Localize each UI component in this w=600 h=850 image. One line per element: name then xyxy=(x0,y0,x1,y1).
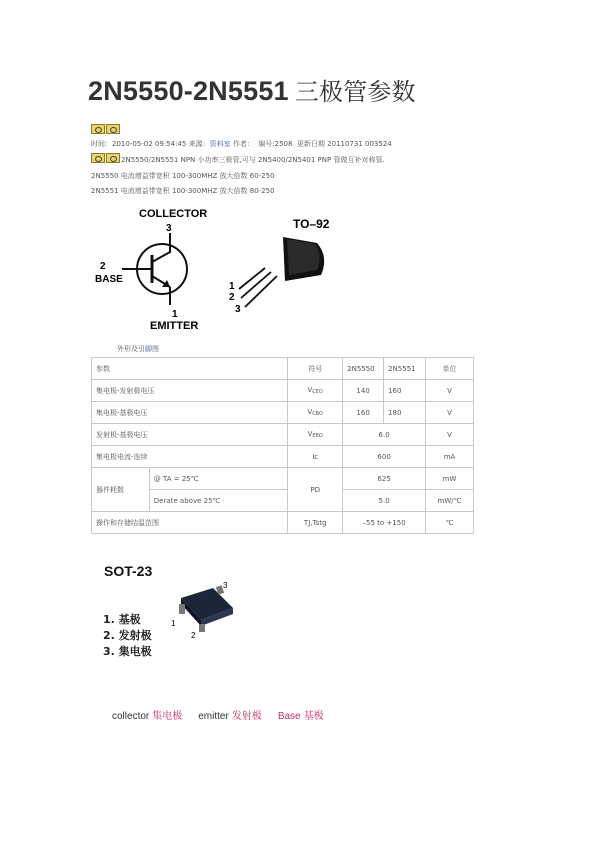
header-2n5551: 2N5551 xyxy=(384,358,426,380)
cell-unit: V xyxy=(426,402,474,424)
table-row xyxy=(92,380,474,402)
sot23-chip-diagram xyxy=(165,578,245,638)
cell-symbol: TJ,Tstg xyxy=(288,512,343,534)
page-title xyxy=(88,72,416,107)
chip-pin3: 3 xyxy=(223,581,228,590)
title-part-number: 2N5550-2N5551 xyxy=(88,76,289,106)
to92-label: TO–92 xyxy=(293,217,330,231)
pin2-label: 2 xyxy=(100,261,106,272)
emitter-label: EMITTER xyxy=(150,320,199,332)
cell-value: 625 xyxy=(343,468,426,490)
meta-line xyxy=(91,139,392,149)
sot23-pin-item: 2. 发射极 xyxy=(103,629,152,642)
table-row xyxy=(92,490,474,512)
sot23-pin-item: 1. 基极 xyxy=(103,613,141,626)
cell-condition: @ TA = 25℃ xyxy=(149,468,287,490)
legend-emitter-en: emitter xyxy=(198,711,229,722)
caption-link[interactable]: 引脚 xyxy=(138,345,152,353)
cell-symbol: $V_{EBO}$ xyxy=(288,424,343,446)
badge-icon xyxy=(106,153,120,163)
cell-unit: V xyxy=(426,424,474,446)
source-link[interactable]: 资料室 xyxy=(209,140,231,148)
badge-row-2 xyxy=(91,153,120,163)
time-label: 时间： xyxy=(91,140,112,148)
cell-2n5550: 160 xyxy=(343,402,384,424)
sot23-label: SOT-23 xyxy=(104,563,153,579)
cell-param: 发射极-基极电压 xyxy=(92,424,288,446)
cell-param: 集电极电流-连续 xyxy=(92,446,288,468)
chip-pin2: 2 xyxy=(191,631,196,638)
update-label: 更新日期 xyxy=(296,140,325,148)
cell-param: 集电极-发射极电压 xyxy=(92,380,288,402)
base-label: BASE xyxy=(95,274,123,285)
badge-row xyxy=(91,124,120,134)
cell-2n5551: 160 xyxy=(384,380,426,402)
cell-symbol: $V_{CEO}$ xyxy=(288,380,343,402)
table-header-row xyxy=(92,358,474,380)
to92-package-diagram xyxy=(225,215,335,320)
cell-value: 600 xyxy=(343,446,426,468)
pin1-label: 1 xyxy=(172,309,178,320)
cell-2n5550: 140 xyxy=(343,380,384,402)
cell-unit: ℃ xyxy=(426,512,474,534)
table-row xyxy=(92,446,474,468)
id-label: 编号: xyxy=(258,140,275,148)
cell-value: 6.0 xyxy=(343,424,426,446)
title-chinese: 三极管参数 xyxy=(294,78,416,106)
to92-pin2: 2 xyxy=(229,292,235,303)
sot23-pin-list xyxy=(103,612,152,660)
cell-param: 操作和存储结温范围 xyxy=(92,512,288,534)
cell-symbol: $V_{CBO}$ xyxy=(288,402,343,424)
table-row xyxy=(92,424,474,446)
author-label: 作者： xyxy=(232,140,254,148)
table-row xyxy=(92,512,474,534)
legend-base-en: Base xyxy=(277,711,301,722)
cell-unit: mA xyxy=(426,446,474,468)
cell-value: –55 to +150 xyxy=(343,512,426,534)
cell-unit: mW/℃ xyxy=(426,490,474,512)
cell-2n5551: 180 xyxy=(384,402,426,424)
legend-base-cn: 基极 xyxy=(303,711,324,722)
legend-emitter-cn: 发射极 xyxy=(231,711,262,722)
cell-unit: mW xyxy=(426,468,474,490)
update-value: 20110731 003524 xyxy=(327,140,392,148)
pin3-label: 3 xyxy=(166,223,172,234)
header-symbol: 符号 xyxy=(288,358,343,380)
legend-collector-cn: 集电极 xyxy=(152,711,183,722)
cell-symbol: Ic xyxy=(288,446,343,468)
to92-pin3: 3 xyxy=(235,304,241,315)
badge-icon xyxy=(91,124,105,134)
collector-label: COLLECTOR xyxy=(139,208,208,220)
table-row xyxy=(92,402,474,424)
intro-text: 2N5550/2N5551 NPN 小功率三极管,可与 2N5400/2N5401 PNP 管做互补对称管. xyxy=(121,156,385,164)
to92-pin1: 1 xyxy=(229,281,235,292)
legend-collector-en: collector xyxy=(112,711,150,722)
header-2n5550: 2N5550 xyxy=(343,358,384,380)
cell-value: 5.0 xyxy=(343,490,426,512)
spec-line-2n5550: 2N5550 电流增益带宽积 100-300MHZ 放大倍数 60-250 xyxy=(91,172,275,180)
caption-suffix: 图 xyxy=(152,345,159,353)
cell-unit: V xyxy=(426,380,474,402)
spec-line-2n5551: 2N5551 电流增益带宽积 100-300MHZ 放大倍数 80-250 xyxy=(91,187,275,195)
header-unit: 单位 xyxy=(426,358,474,380)
pin-legend xyxy=(112,707,340,722)
id-value: 2508 xyxy=(274,140,293,148)
badge-icon xyxy=(106,124,120,134)
time-value: 2010-05-02 09:54:45 xyxy=(112,140,187,148)
table-row xyxy=(92,468,474,490)
parameter-table xyxy=(91,357,474,534)
chip-pin1: 1 xyxy=(171,619,176,628)
source-label: 来源： xyxy=(188,140,210,148)
cell-param: 集电极-基极电压 xyxy=(92,402,288,424)
cell-param: 器件耗散 xyxy=(92,468,150,512)
cell-symbol: PD xyxy=(288,468,343,512)
sot23-pin-item: 3. 集电极 xyxy=(103,645,152,658)
cell-condition: Derate above 25℃ xyxy=(149,490,287,512)
caption-prefix: 外形及 xyxy=(117,345,138,353)
header-param: 参数 xyxy=(92,358,288,380)
figure-caption xyxy=(117,344,159,354)
badge-icon xyxy=(91,153,105,163)
npn-symbol-diagram xyxy=(92,203,212,338)
